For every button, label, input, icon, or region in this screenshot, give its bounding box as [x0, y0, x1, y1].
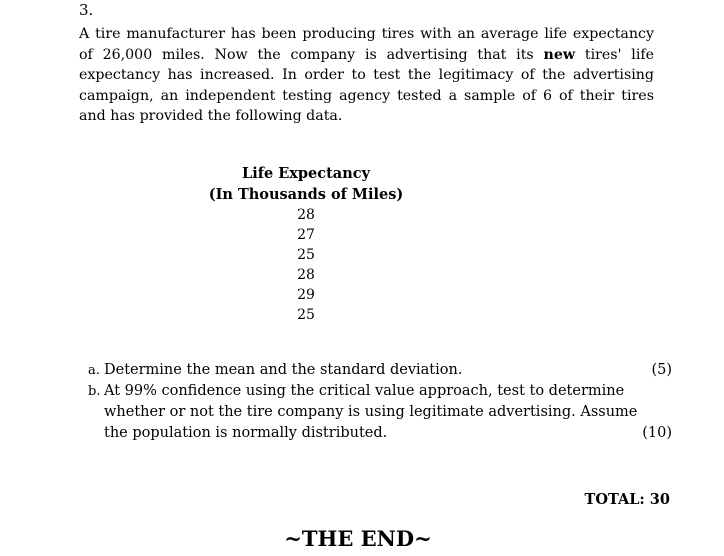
- question-number: 3.: [79, 1, 94, 19]
- intro-bold-word: new: [543, 46, 576, 63]
- part-b-text: At 99% confidence using the critical value approach, test to determine whether or not the tire company is using legitimate advertising. Assume the population is normally distributed.: [104, 383, 638, 441]
- part-a-text: Determine the mean and the standard deviation.: [104, 362, 463, 378]
- part-b: [88, 381, 672, 444]
- table-value: 29: [297, 287, 315, 303]
- question-parts: [88, 360, 672, 444]
- intro-text-end: tires' life expectancy has increased. In order to test the legitimacy of the advertising campaign, an independent testing agency tested a sample of 6 of their tires and has provided the following data.: [79, 46, 655, 124]
- life-expectancy-table: [196, 163, 416, 325]
- part-b-marks: (10): [642, 425, 672, 441]
- table-value: 25: [297, 247, 315, 263]
- table-value: 28: [297, 267, 315, 283]
- question-intro: [79, 24, 654, 127]
- table-value: 28: [297, 207, 315, 223]
- table-value: 25: [297, 307, 315, 323]
- table-value: 27: [297, 227, 315, 243]
- part-a-marks: (5): [651, 362, 672, 378]
- the-end-footer: ~THE END~: [284, 526, 432, 551]
- part-b-letter: b.: [88, 384, 101, 399]
- total-marks: TOTAL: 30: [584, 491, 670, 508]
- part-a: [88, 360, 672, 381]
- intro-text-start: A tire manufacturer has been producing tires with an average life expectancy of 26,000 miles. Now the company is advertising that its: [79, 26, 654, 63]
- part-a-letter: a.: [88, 363, 100, 378]
- table-header-units: (In Thousands of Miles): [208, 186, 404, 203]
- table-header-title: Life Expectancy: [242, 165, 370, 182]
- table-values: [196, 205, 416, 325]
